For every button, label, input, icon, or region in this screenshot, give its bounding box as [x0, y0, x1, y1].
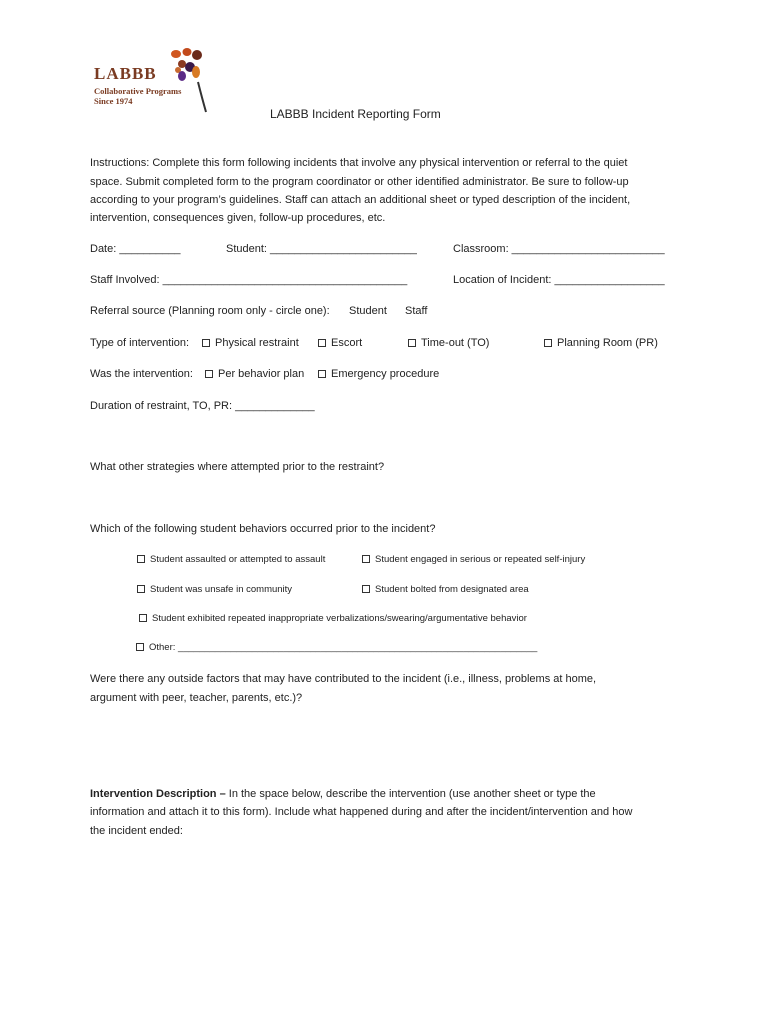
staff-involved-field[interactable]: Staff Involved: ________________________________________ [90, 274, 408, 286]
option-label: Time-out (TO) [421, 337, 490, 349]
behavior-verbal[interactable] [139, 612, 527, 626]
instructions-line-2: space. Submit completed form to the program coordinator or other identified administrator. Be sure to follow-up [90, 176, 629, 188]
logo-tagline: Collaborative Programs [94, 86, 182, 96]
was-behavior-plan[interactable] [205, 365, 304, 383]
labbb-logo [92, 46, 212, 116]
checkbox-icon[interactable] [205, 370, 213, 378]
classroom-field[interactable]: Classroom: _________________________ [453, 243, 665, 255]
referral-staff-option[interactable]: Staff [405, 305, 428, 317]
option-label: Student bolted from designated area [375, 584, 529, 595]
behavior-assault[interactable] [137, 553, 325, 567]
checkbox-icon[interactable] [318, 370, 326, 378]
was-emergency-procedure[interactable] [318, 365, 439, 383]
option-label: Planning Room (PR) [557, 337, 658, 349]
checkbox-icon[interactable] [137, 585, 145, 593]
checkbox-icon[interactable] [408, 339, 416, 347]
checkbox-icon[interactable] [202, 339, 210, 347]
intervention-text: In the space below, describe the intervention (use another sheet or type the [225, 788, 596, 800]
checkbox-icon[interactable] [318, 339, 326, 347]
duration-field[interactable]: Duration of restraint, TO, PR: _____________ [90, 400, 315, 412]
intervention-line-2: information and attach it to this form). Include what happened during and after the incident/intervention and how [90, 806, 633, 818]
type-time-out[interactable] [408, 334, 489, 352]
instructions-line-3: according to your program’s guidelines. Staff can attach an additional sheet or typed description of the incident, [90, 194, 631, 206]
option-label: Student engaged in serious or repeated self-injury [375, 554, 586, 565]
checkbox-icon[interactable] [137, 555, 145, 563]
type-escort[interactable] [318, 334, 362, 352]
behaviors-question: Which of the following student behaviors occurred prior to the incident? [90, 523, 436, 535]
option-label: Emergency procedure [331, 368, 440, 380]
option-label: Student was unsafe in community [150, 584, 293, 595]
strategies-question: What other strategies where attempted prior to the restraint? [90, 461, 385, 473]
behavior-self-injury[interactable] [362, 553, 585, 567]
checkbox-icon[interactable] [136, 643, 144, 651]
instructions-line-1: Instructions: Complete this form following incidents that involve any physical intervention or referral to the quiet [90, 157, 628, 169]
type-planning-room[interactable] [544, 334, 658, 352]
type-label: Type of intervention: [90, 337, 190, 349]
instructions-line-4: intervention, consequences given, follow-up procedures, etc. [90, 212, 386, 224]
date-field[interactable]: Date: __________ [90, 243, 181, 255]
location-field[interactable]: Location of Incident: __________________ [453, 274, 665, 286]
option-label: Per behavior plan [218, 368, 305, 380]
intervention-line-3: the incident ended: [90, 825, 183, 837]
behavior-unsafe[interactable] [137, 583, 292, 597]
was-label: Was the intervention: [90, 368, 193, 380]
behavior-other[interactable] [136, 641, 537, 655]
checkbox-icon[interactable] [544, 339, 552, 347]
behavior-bolted[interactable] [362, 583, 529, 597]
referral-student-option[interactable]: Student [349, 305, 387, 317]
intervention-line-1 [90, 785, 596, 803]
checkbox-icon[interactable] [362, 585, 370, 593]
checkbox-icon[interactable] [362, 555, 370, 563]
logo-name: LABBB [94, 64, 157, 83]
option-label: Other: ____________________________________________________________________ [149, 642, 538, 653]
checkbox-icon[interactable] [139, 614, 147, 622]
outside-factors-line-2: argument with peer, teacher, parents, etc.)? [90, 692, 303, 704]
type-physical-restraint[interactable] [202, 334, 299, 352]
outside-factors-line-1: Were there any outside factors that may have contributed to the incident (i.e., illness, problems at home, [90, 673, 597, 685]
student-field[interactable]: Student: ________________________ [226, 243, 417, 255]
option-label: Student exhibited repeated inappropriate verbalizations/swearing/argumentative behavior [152, 613, 527, 624]
referral-label: Referral source (Planning room only - circle one): [90, 305, 330, 317]
option-label: Physical restraint [215, 337, 299, 349]
form-title: LABBB Incident Reporting Form [270, 107, 441, 121]
logo-since: Since 1974 [94, 96, 133, 106]
option-label: Student assaulted or attempted to assault [150, 554, 326, 565]
option-label: Escort [331, 337, 363, 349]
intervention-heading: Intervention Description – [90, 788, 226, 800]
